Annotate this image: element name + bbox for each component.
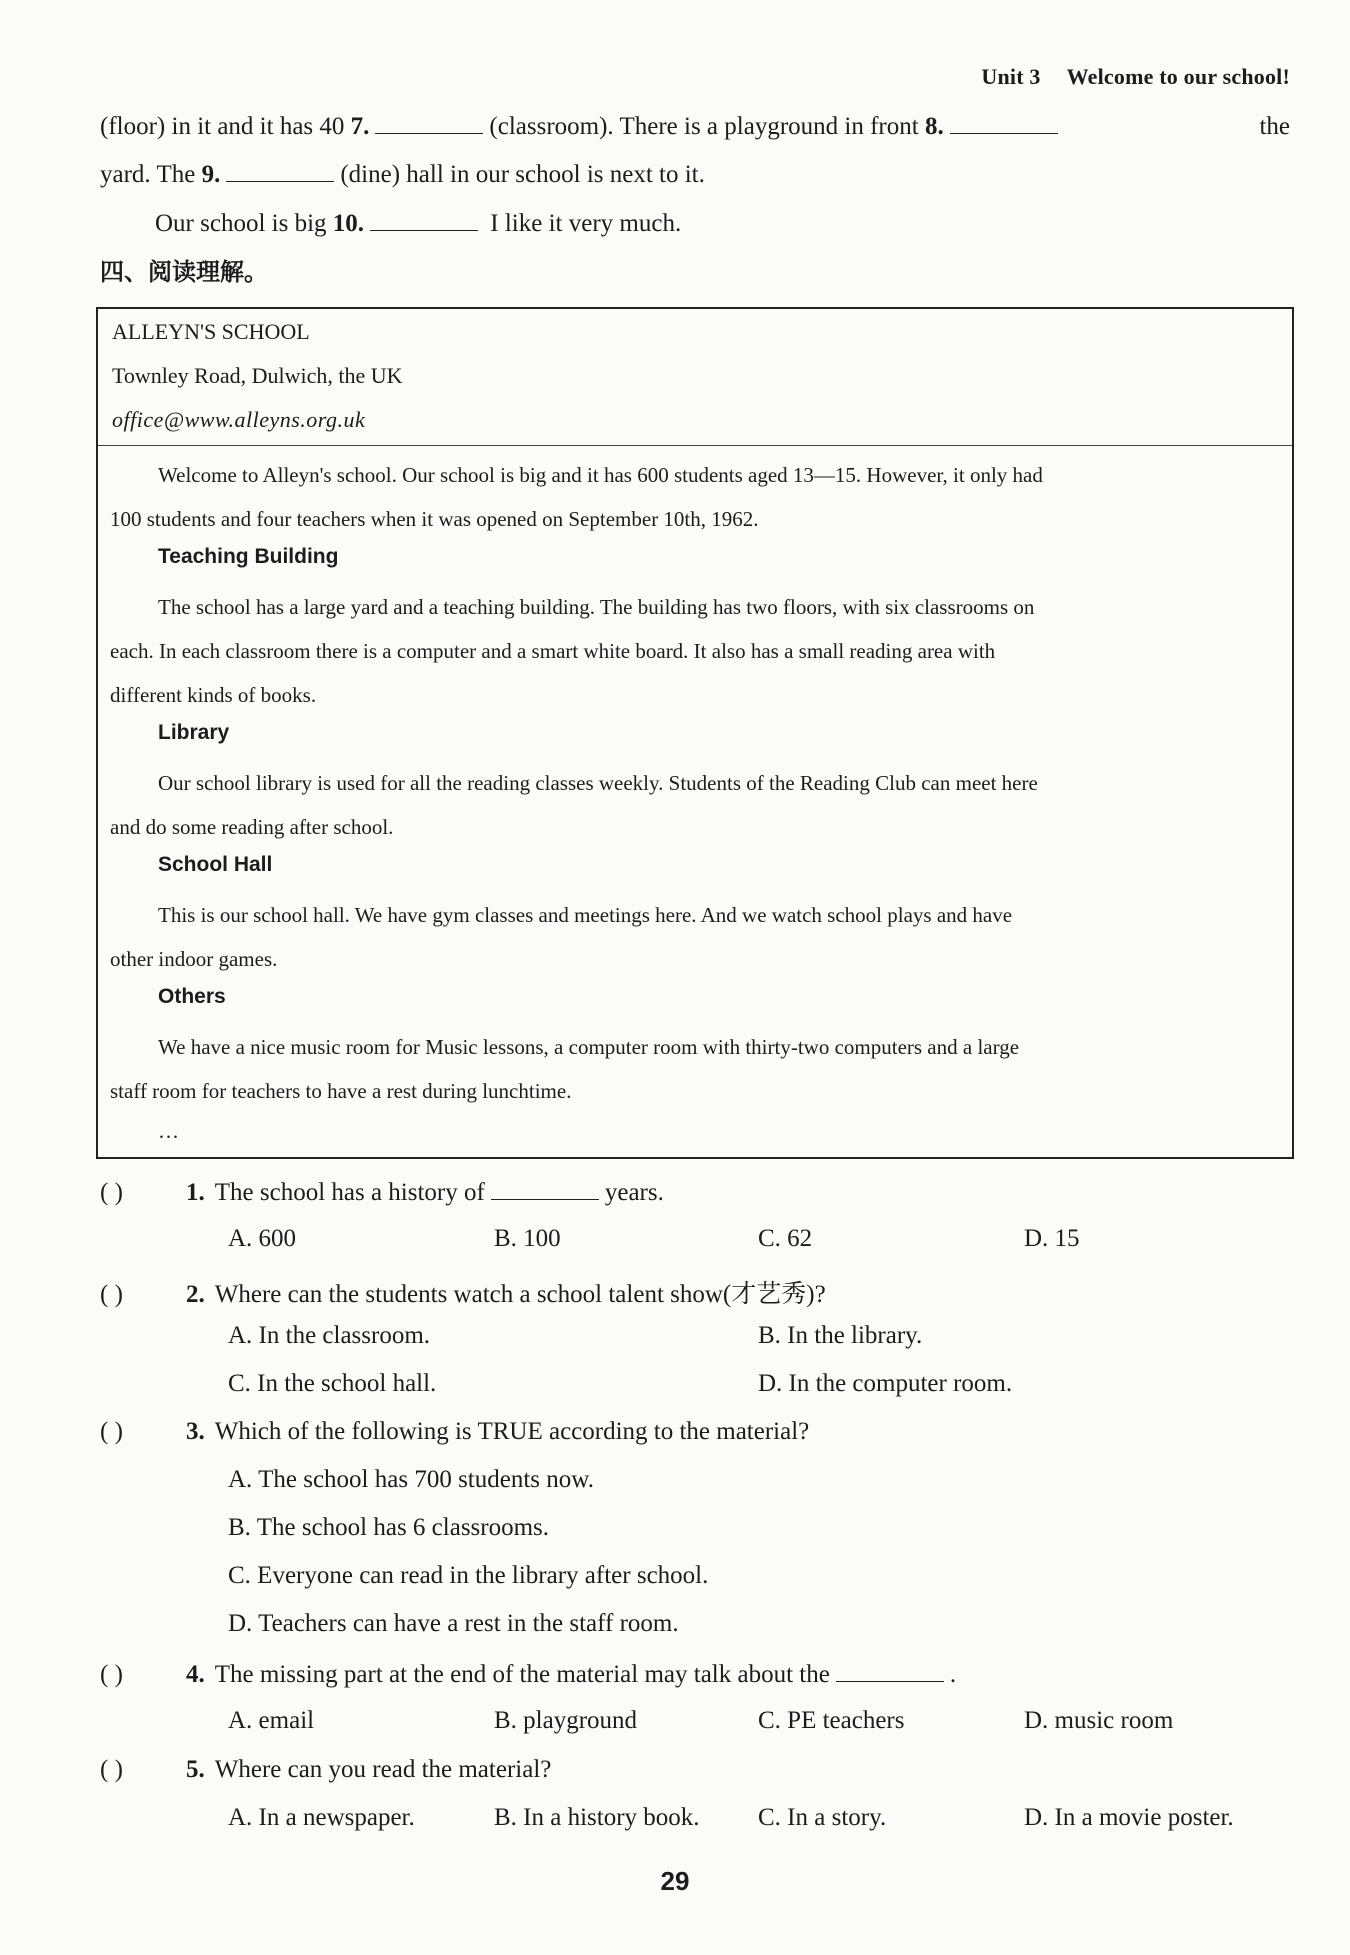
q3-option-a[interactable]: A. The school has 700 students now.: [228, 1466, 594, 1493]
q4-option-b[interactable]: B. playground: [494, 1707, 638, 1734]
cloze-line-1: (floor) in it and it has 40 7. (classroom). There is a playground in front 8. the: [100, 113, 1290, 140]
answer-paren[interactable]: ( ): [100, 1179, 123, 1206]
section-title: 四、阅读理解。: [100, 258, 268, 286]
question-5: ( ) 5. Where can you read the material?: [100, 1756, 552, 1783]
answer-blank-9[interactable]: [226, 159, 334, 182]
unit-label: Unit 3: [981, 64, 1041, 89]
heading-teaching-building: Teaching Building: [158, 545, 339, 568]
running-header: [981, 64, 1290, 90]
library-line-1: Our school library is used for all the reading classes weekly. Students of the Reading Club can meet here: [158, 771, 1038, 795]
q2-option-c[interactable]: C. In the school hall.: [228, 1370, 437, 1397]
q2-option-a[interactable]: A. In the classroom.: [228, 1322, 431, 1349]
q1-option-d[interactable]: D. 15: [1024, 1225, 1080, 1252]
q3-option-c[interactable]: C. Everyone can read in the library after school.: [228, 1562, 709, 1589]
q4-option-a[interactable]: A. email: [228, 1707, 315, 1734]
intro-line-1: Welcome to Alleyn's school. Our school is big and it has 600 students aged 13—15. However, it only had: [158, 463, 1043, 487]
answer-blank-7[interactable]: [375, 111, 483, 134]
heading-others: Others: [158, 985, 226, 1008]
cloze-line-2: yard. The 9. (dine) hall in our school is next to it.: [100, 161, 705, 188]
teaching-line-3: different kinds of books.: [110, 683, 317, 707]
question-4: ( ) 4. The missing part at the end of the material may talk about the .: [100, 1661, 957, 1688]
others-line-1: We have a nice music room for Music lessons, a computer room with thirty-two computers and a large: [158, 1035, 1020, 1059]
q5-option-c[interactable]: C. In a story.: [758, 1804, 887, 1831]
answer-blank-q1[interactable]: [491, 1177, 599, 1200]
q1-option-a[interactable]: A. 600: [228, 1225, 297, 1252]
answer-paren[interactable]: ( ): [100, 1661, 123, 1688]
q2-option-b[interactable]: B. In the library.: [758, 1322, 923, 1349]
school-address: Townley Road, Dulwich, the UK: [112, 363, 403, 388]
answer-paren[interactable]: ( ): [100, 1281, 123, 1308]
heading-library: Library: [158, 721, 230, 744]
answer-blank-8[interactable]: [950, 111, 1058, 134]
q2-option-d[interactable]: D. In the computer room.: [758, 1370, 1013, 1397]
teaching-line-1: The school has a large yard and a teaching building. The building has two floors, with six classrooms on: [158, 595, 1035, 619]
hall-line-2: other indoor games.: [110, 947, 278, 971]
question-3: ( ) 3. Which of the following is TRUE according to the material?: [100, 1418, 810, 1445]
q3-option-d[interactable]: D. Teachers can have a rest in the staff room.: [228, 1610, 679, 1637]
cloze-line-3: Our school is big 10. I like it very much.: [155, 210, 682, 237]
question-2: ( ) 2. Where can the students watch a school talent show(才艺秀)?: [100, 1281, 826, 1308]
q4-option-d[interactable]: D. music room: [1024, 1707, 1174, 1734]
q3-option-b[interactable]: B. The school has 6 classrooms.: [228, 1514, 550, 1541]
question-1: ( ) 1. The school has a history of years.: [100, 1179, 664, 1206]
school-email: office@www.alleyns.org.uk: [112, 407, 366, 432]
library-line-2: and do some reading after school.: [110, 815, 394, 839]
heading-school-hall: School Hall: [158, 853, 273, 876]
q1-option-b[interactable]: B. 100: [494, 1225, 561, 1252]
page-number: 29: [660, 1866, 690, 1896]
reading-passage-box: [96, 307, 1294, 1159]
passage-header: [98, 309, 1292, 446]
unit-title: Welcome to our school!: [1066, 64, 1290, 89]
intro-line-2: 100 students and four teachers when it was opened on September 10th, 1962.: [110, 507, 759, 531]
q1-option-c[interactable]: C. 62: [758, 1225, 813, 1252]
answer-blank-q4[interactable]: [836, 1659, 944, 1682]
teaching-line-2: each. In each classroom there is a computer and a smart white board. It also has a small reading area with: [110, 639, 996, 663]
others-line-2: staff room for teachers to have a rest during lunchtime.: [110, 1079, 572, 1103]
school-name: ALLEYN'S SCHOOL: [112, 319, 310, 344]
answer-blank-10[interactable]: [370, 208, 478, 231]
hall-line-1: This is our school hall. We have gym classes and meetings here. And we watch school plays and have: [158, 903, 1013, 927]
passage-ellipsis: …: [158, 1119, 179, 1143]
q4-option-c[interactable]: C. PE teachers: [758, 1707, 905, 1734]
q5-option-d[interactable]: D. In a movie poster.: [1024, 1804, 1234, 1831]
answer-paren[interactable]: ( ): [100, 1756, 123, 1783]
q5-option-b[interactable]: B. In a history book.: [494, 1804, 700, 1831]
answer-paren[interactable]: ( ): [100, 1418, 123, 1445]
q5-option-a[interactable]: A. In a newspaper.: [228, 1804, 415, 1831]
